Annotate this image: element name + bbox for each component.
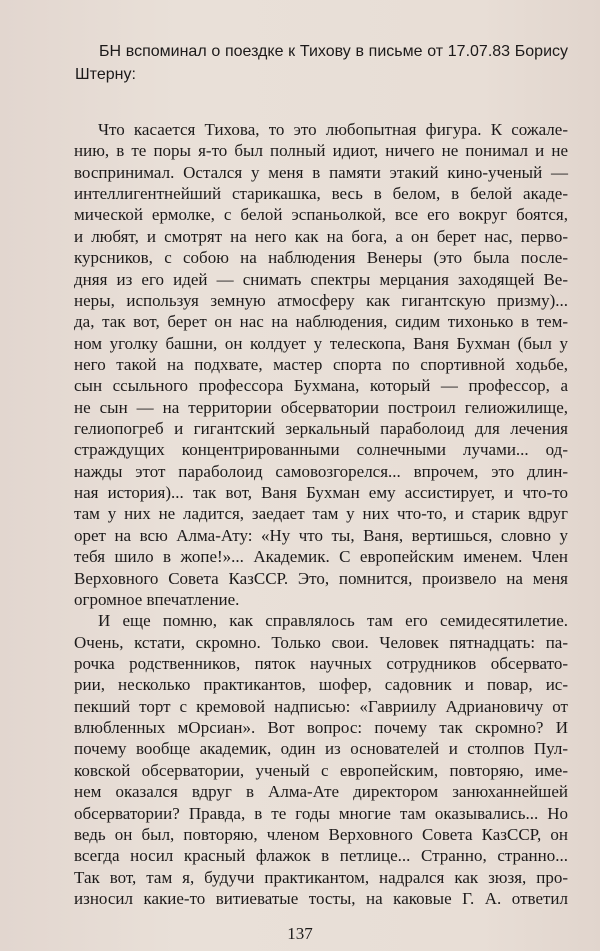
text-line: страждущих концентрированными солнечными лучами... од- [74, 440, 568, 460]
text-line: и любят, и смотрят на него как на бога, а он берет нас, перво- [74, 226, 568, 246]
text-line: почему вообще академик, один из основателей и столпов Пул- [74, 739, 568, 759]
text-line: ном уголку башни, он колдует у телескопа, Ваня Бухман (был у [74, 333, 568, 353]
text-line: сын ссыльного профессора Бухмана, который — профессор, а [74, 376, 568, 396]
text-line: Что касается Тихова, то это любопытная фигура. К сожале- [98, 120, 568, 139]
text-line: не сын — на территории обсерватории построил гелиожилище, [74, 397, 568, 417]
text-line: всегда носил красный флажок в петлице... Странно, странно... [74, 846, 568, 866]
text-line: мической ермолке, с белой эспаньолкой, все его вокруг боятся, [74, 205, 568, 225]
text-line: нем оказался вдруг в Алма-Ате директором занюханнейшей [74, 782, 568, 802]
text-line: нию, в те поры я-то был полный идиот, ничего не понимал и не [74, 141, 568, 161]
text-line: орет на всю Алма-Ату: «Ну что ты, Ваня, вертишься, словно у [74, 525, 568, 545]
text-line: да, так вот, берет он нас на наблюдения, сидим тихонько в тем- [74, 312, 568, 332]
text-line: влюбленных мОрсиан». Вот вопрос: почему так скромно? И [74, 718, 568, 738]
text-line: интеллигентнейший старикашка, весь в белом, в белой акаде- [74, 184, 568, 204]
quoted-letter-text [74, 119, 568, 909]
text-line: БН вспоминал о поездке к Тихову в письме от 17.07.83 Борису [99, 43, 568, 60]
text-line: него такой на подхвате, мастер спорта по спортивной ходьбе, [74, 354, 568, 374]
text-line: Штерну: [75, 66, 136, 83]
text-line: ковской обсерватории, ученый с европейским, повторяю, име- [74, 760, 568, 780]
text-line: Верховного Совета КазССР. Это, помнится, произвело на меня [74, 568, 568, 588]
text-line: воспринимал. Остался у меня в памяти этакий кино-ученый — [74, 162, 568, 182]
text-line: износил какие-то витиеватые тосты, на каковые Г. А. ответил [74, 888, 568, 908]
page-number: 137 [287, 924, 313, 943]
text-line: Так вот, там я, будучи практикантом, надрался как зюзя, про- [74, 867, 568, 887]
text-line: обсерватории? Правда, в те годы многие там оказывались... Но [74, 803, 568, 823]
text-line: рии, несколько практикантов, шофер, садовник и повар, ис- [74, 675, 568, 695]
intro-paragraph [75, 40, 568, 86]
text-line: нажды этот параболоид самовозгорелся... впрочем, это длин- [74, 461, 568, 481]
text-line: ная история)... так вот, Ваня Бухман ему ассистирует, и что-то [74, 483, 568, 503]
text-line: гелиопогреб и гигантский зеркальный параболоид для лечения [74, 419, 568, 439]
text-line: там у них не ладится, заедает там у них что-то, и старик вдруг [74, 504, 568, 524]
text-line: пекший торт с кремовой надписью: «Гавриилу Адриановичу от [74, 696, 568, 716]
text-line: курсников, с собою на наблюдения Венеры (это была после- [74, 248, 568, 268]
text-line: Очень, кстати, скромно. Только свои. Человек пятнадцать: па- [74, 632, 568, 652]
text-line: неры, используя земную атмосферу как гигантскую призму)... [74, 290, 568, 310]
text-line: дняя из его идей — снимать спектры мерцания заходящей Ве- [74, 269, 568, 289]
text-line: ведь он был, повторяю, членом Верховного Совета КазССР, он [74, 824, 568, 844]
text-line: рочка родственников, пяток научных сотрудников обсервато- [74, 653, 568, 673]
text-line: И еще помню, как справлялось там его семидесятилетие. [98, 611, 568, 631]
text-line: огромное впечатление. [74, 589, 240, 609]
text-line: тебя шило в жопе!»... Академик. С европейским именем. Член [74, 547, 568, 567]
